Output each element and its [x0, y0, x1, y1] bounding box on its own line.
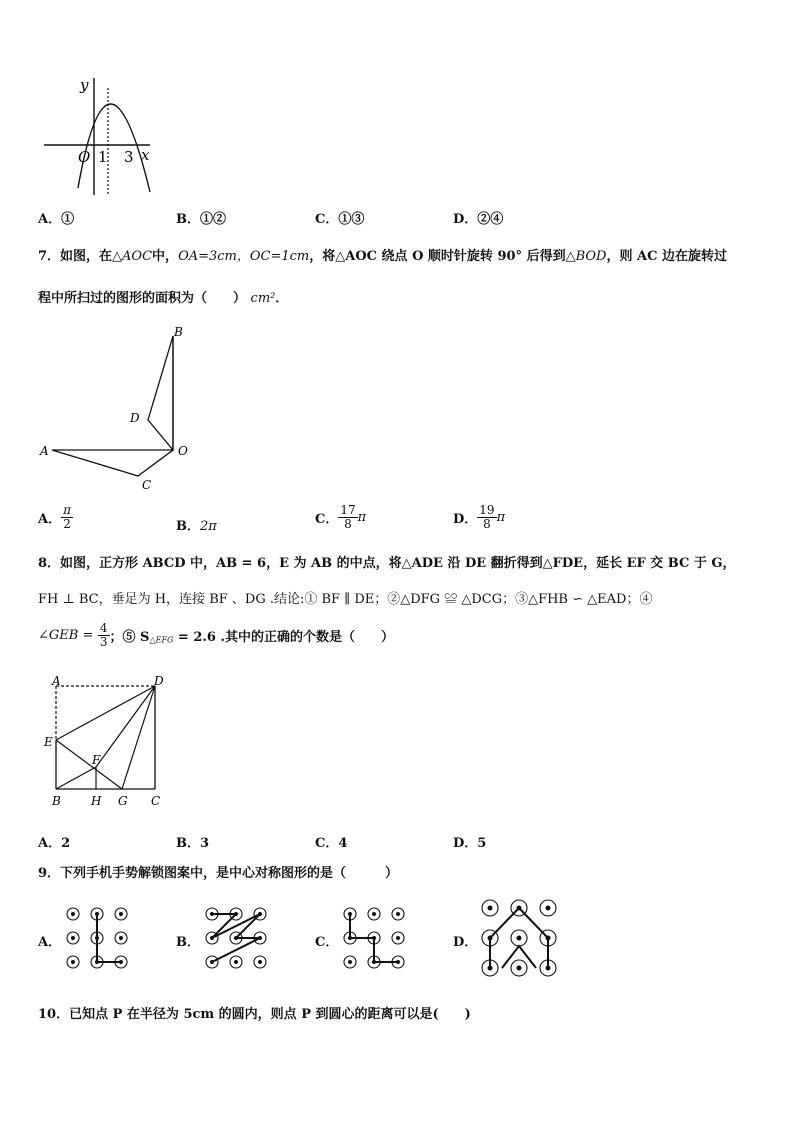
parabola-graph — [38, 70, 163, 200]
x-axis-label: x — [141, 146, 150, 164]
sq-label-c: C — [151, 794, 161, 808]
tick-3-label: 3 — [124, 148, 134, 166]
sq-label-g: G — [118, 794, 128, 808]
q6-option-b[interactable]: B．①② — [176, 212, 227, 227]
q7-option-a[interactable]: A． $\frac{\pi}{2}$ — [38, 503, 71, 531]
sq-label-a: A — [52, 674, 61, 688]
q7-option-c[interactable]: C． $\frac{17}{8}$ π — [315, 503, 367, 531]
sq-label-h: H — [91, 794, 102, 808]
sq-label-f: F — [92, 753, 101, 767]
q8-stem-line3: ∠GEB = $\frac{4}{3}$ ；⑤ $S_{\triangle EFG} = 2.6$ .其中的正确的个数是（ ） — [38, 621, 395, 649]
q8-option-d[interactable]: D．5 — [453, 836, 487, 851]
sq-label-e: E — [44, 735, 53, 749]
point-c-label: C — [142, 478, 152, 492]
q9-option-d-label[interactable]: D． — [453, 935, 478, 950]
unlock-pattern-d[interactable] — [474, 894, 562, 982]
q9-option-b-label[interactable]: B． — [176, 935, 200, 950]
q10-stem: 10．已知点 P 在半径为 5cm 的圆内，则点 P 到圆心的距离可以是( ) — [38, 1007, 471, 1022]
q9-option-c-label[interactable]: C． — [315, 935, 339, 950]
unlock-pattern-a[interactable] — [62, 903, 132, 973]
q6-option-c[interactable]: C．①③ — [315, 212, 365, 227]
q9-stem: 9．下列手机手势解锁图案中，是中心对称图形的是（ ） — [38, 866, 399, 881]
rotation-figure — [38, 322, 198, 494]
q8-stem-line2: FH ⊥ BC，垂足为 H，连接 BF 、DG .结论:① BF ∥ DE；②△DFG ≌ △DCG；③△FHB ∽ △EAD；④ — [38, 592, 653, 607]
q8-stem-line1: 8．如图，正方形 ABCD 中，AB = 6，E 为 AB 的中点，将△ADE 沿 DE 翻折得到△FDE，延长 EF 交 BC 于 G， — [38, 556, 736, 571]
sq-label-d: D — [154, 674, 164, 688]
point-d-label: D — [130, 411, 140, 425]
tick-1-label: 1 — [98, 148, 108, 166]
point-b-label: B — [174, 325, 183, 339]
q8-option-a[interactable]: A．2 — [38, 836, 71, 851]
square-fold-figure — [38, 672, 178, 812]
q6-option-d[interactable]: D．②④ — [453, 212, 504, 227]
q7-option-b[interactable]: B．2π — [176, 519, 217, 534]
q7-stem-line1: 7．如图，在△AOC中，OA=3cm，OC=1cm，将△AOC 绕点 O 顺时针旋转 90° 后得到△BOD，则 AC 边在旋转过 — [38, 249, 727, 264]
origin-label: O — [78, 148, 91, 166]
q8-option-b[interactable]: B．3 — [176, 836, 210, 851]
q8-option-c[interactable]: C．4 — [315, 836, 348, 851]
sq-label-b: B — [52, 794, 61, 808]
q7-option-d[interactable]: D． $\frac{19}{8}$ π — [453, 503, 506, 531]
point-o-label: O — [178, 444, 188, 458]
unlock-pattern-c[interactable] — [339, 903, 409, 973]
unlock-pattern-b[interactable] — [201, 903, 271, 973]
q6-option-a[interactable]: A．① — [38, 212, 75, 227]
q9-option-a-label[interactable]: A． — [38, 935, 62, 950]
point-a-label: A — [40, 444, 49, 458]
y-axis-label: y — [80, 76, 89, 94]
q7-stem-line2: 程中所扫过的图形的面积为（ ） cm²． — [38, 291, 289, 306]
